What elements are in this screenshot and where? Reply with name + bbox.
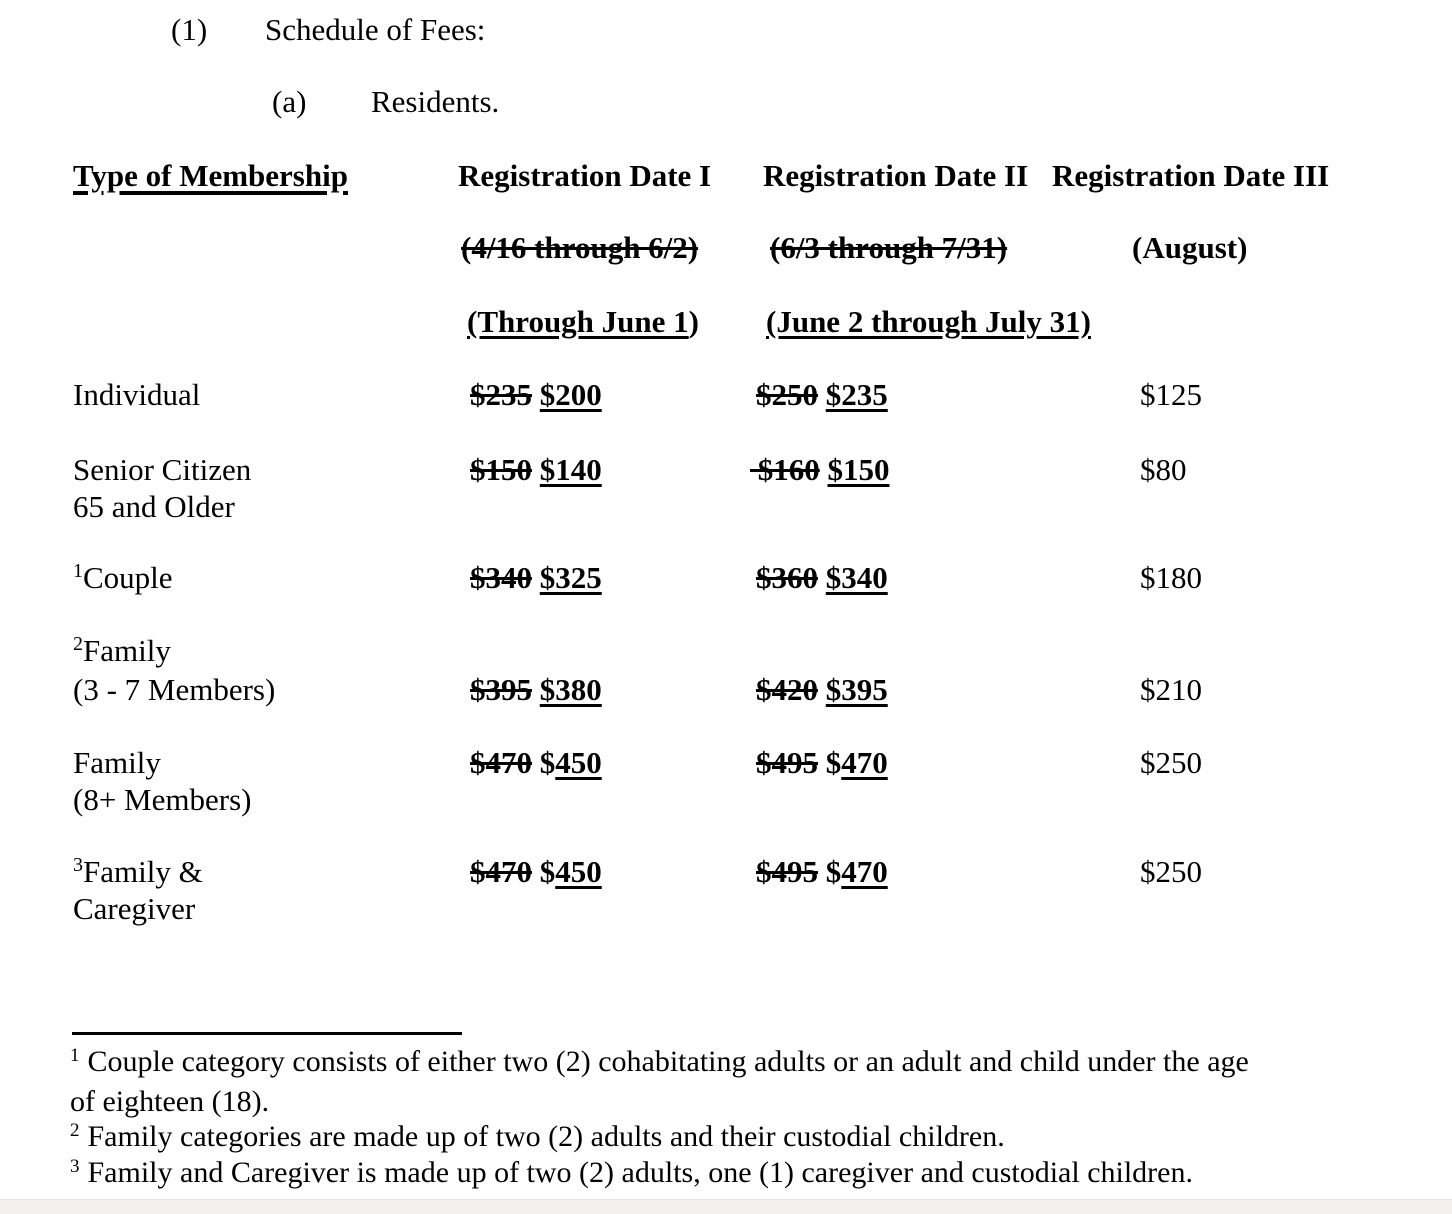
- footnote-3: [70, 1156, 1193, 1191]
- price-new: $150: [827, 452, 890, 487]
- footnote-2-marker: 2: [70, 1120, 80, 1141]
- reg2-header: Registration Date II: [763, 158, 1029, 193]
- reg3-price: $250: [1140, 745, 1202, 780]
- row-label: [73, 452, 251, 488]
- reg1-price: [470, 452, 602, 488]
- price-old: $470: [470, 745, 532, 780]
- price-new-prefix: $: [825, 854, 842, 889]
- row-label: [73, 560, 173, 596]
- reg1-old-dates: (4/16 through 6/2): [461, 230, 699, 265]
- price-new: $200: [539, 377, 602, 412]
- reg1-new-dates: [467, 304, 699, 340]
- footnote-2-text: Family categories are made up of two (2) adults and their custodial children.: [87, 1120, 1005, 1153]
- reg2-price: [750, 452, 890, 488]
- row-label-sup: 3: [73, 854, 83, 876]
- footnote-separator: [72, 1032, 462, 1035]
- footnote-1-line1: [70, 1045, 1249, 1080]
- section-title: Schedule of Fees:: [265, 12, 486, 47]
- price-old: $340: [470, 560, 532, 595]
- reg1-price: [470, 854, 602, 890]
- reg2-new-dates-underlined: (June 2 through July 31): [766, 304, 1091, 339]
- subsection-number: (a): [272, 84, 307, 119]
- section-number: (1): [171, 12, 208, 47]
- reg2-new-dates: [766, 304, 1091, 340]
- price-new: $235: [825, 377, 888, 412]
- price-new: 470: [841, 745, 888, 780]
- row-label-line1: Family: [83, 633, 171, 668]
- price-old: $470: [470, 854, 532, 889]
- price-old: $150: [470, 452, 532, 487]
- row-label-line2: (8+ Members): [73, 782, 252, 817]
- page-bottom-edge: [0, 1199, 1452, 1214]
- reg3-price: $180: [1140, 560, 1202, 595]
- price-old: $495: [756, 745, 818, 780]
- row-label-line1: Senior Citizen: [73, 452, 252, 487]
- reg1-header: Registration Date I: [458, 158, 712, 193]
- footnote-1-text: Couple category consists of either two (2) cohabitating adults or an adult and child under the age: [87, 1045, 1249, 1078]
- row-label: [73, 633, 171, 669]
- row-label-sup: 1: [73, 560, 83, 582]
- footnote-3-marker: 3: [70, 1156, 80, 1177]
- reg3-price: $80: [1140, 452, 1187, 487]
- reg1-price: [470, 560, 602, 596]
- price-new-prefix: $: [539, 854, 556, 889]
- price-old: $160: [750, 452, 820, 487]
- price-old: $360: [756, 560, 818, 595]
- price-old: $250: [756, 377, 818, 412]
- price-old: $420: [756, 672, 818, 707]
- row-label-line2: (3 - 7 Members): [73, 672, 276, 707]
- row-label-line1: Couple: [83, 560, 173, 595]
- footnote-2: [70, 1120, 1005, 1155]
- footnote-1-marker: 1: [70, 1045, 80, 1066]
- price-old: $395: [470, 672, 532, 707]
- price-old: $235: [470, 377, 532, 412]
- row-label: [73, 854, 203, 890]
- row-label-line1: Family &: [83, 854, 203, 889]
- price-new: 470: [841, 854, 888, 889]
- reg2-price: [756, 854, 888, 890]
- row-label-line1: Family: [73, 745, 161, 780]
- reg2-price: [756, 672, 888, 708]
- reg2-price: [756, 377, 888, 413]
- membership-column-header: Type of Membership: [73, 158, 348, 193]
- subsection-title: Residents.: [371, 84, 500, 119]
- reg1-price: [470, 745, 602, 781]
- reg3-period: (August): [1132, 230, 1248, 265]
- price-old: $495: [756, 854, 818, 889]
- price-new: 450: [555, 745, 602, 780]
- row-label-line1: Individual: [73, 377, 201, 412]
- price-new: $140: [539, 452, 602, 487]
- price-new-prefix: $: [825, 745, 842, 780]
- price-new: $380: [539, 672, 602, 707]
- footnote-1-line2: of eighteen (18).: [70, 1085, 270, 1118]
- footnote-3-text: Family and Caregiver is made up of two (2) adults, one (1) caregiver and custodial children.: [87, 1156, 1193, 1189]
- price-new: $395: [825, 672, 888, 707]
- reg1-new-dates-underlined: (Through June 1: [467, 304, 689, 339]
- row-label: [73, 377, 200, 413]
- reg1-price: [470, 672, 602, 708]
- reg2-old-dates: (6/3 through 7/31): [770, 230, 1008, 265]
- row-label-line2: 65 and Older: [73, 489, 235, 524]
- price-new: $340: [825, 560, 888, 595]
- price-new: 450: [555, 854, 602, 889]
- price-new: $325: [539, 560, 602, 595]
- row-label-line2: Caregiver: [73, 891, 196, 926]
- reg3-price: $125: [1140, 377, 1202, 412]
- reg3-price: $210: [1140, 672, 1202, 707]
- reg3-price: $250: [1140, 854, 1202, 889]
- reg1-new-dates-tail: ): [688, 304, 699, 339]
- price-new-prefix: $: [539, 745, 556, 780]
- row-label: [73, 745, 161, 781]
- reg3-header: Registration Date III: [1052, 158, 1330, 193]
- row-label-sup: 2: [73, 633, 83, 655]
- reg1-price: [470, 377, 602, 413]
- reg2-price: [756, 560, 888, 596]
- reg2-price: [756, 745, 888, 781]
